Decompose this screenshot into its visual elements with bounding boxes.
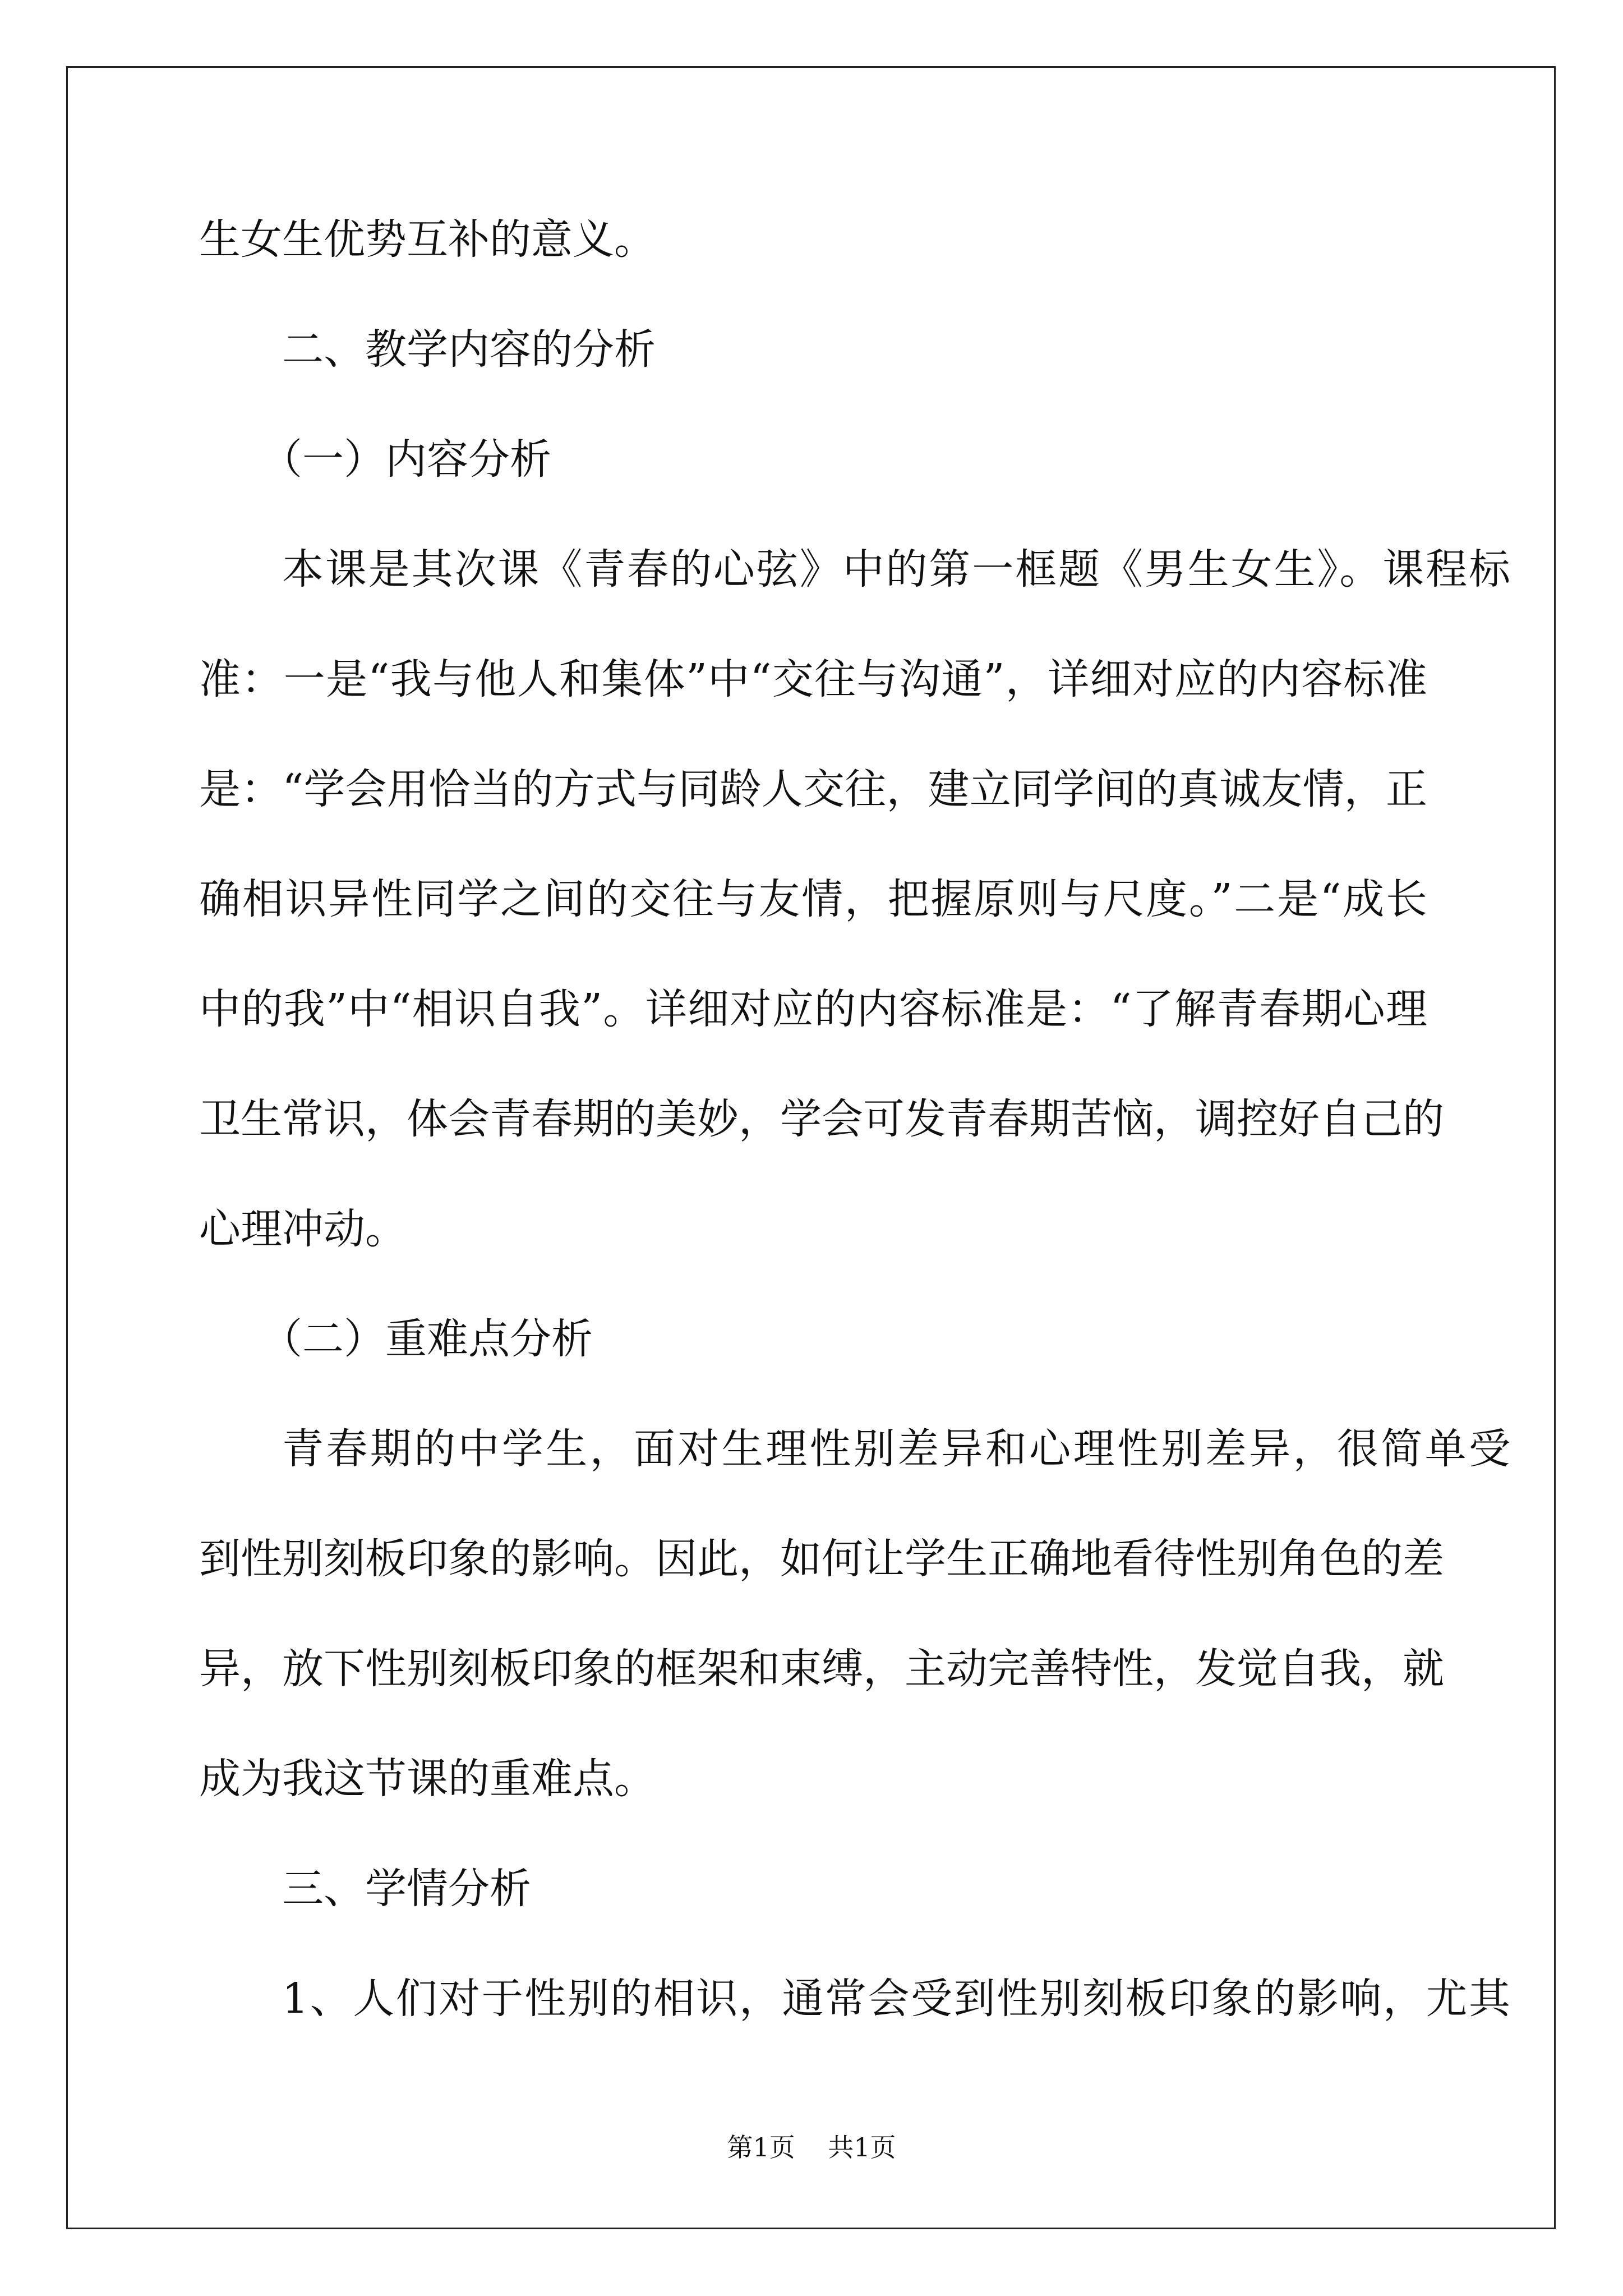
text-line-8: 中的我”中“相识自我”。详细对应的内容标准是：“了解青春期心理 (199, 985, 1427, 1033)
text-line-1: 生女生优势互补的意义。 (199, 215, 656, 264)
subsection-heading-content: （一）内容分析 (261, 435, 551, 484)
text-line-4: 本课是其次课《青春的心弦》中的第一框题《男生女生》。课程标 (282, 545, 1510, 593)
text-line-10: 心理冲动。 (199, 1205, 407, 1253)
section-heading-3: 三、学情分析 (282, 1865, 531, 1913)
text-line-15: 成为我这节课的重难点。 (199, 1755, 656, 1803)
text-line-7: 确相识异性同学之间的交往与友情，把握原则与尺度。”二是“成长 (199, 875, 1427, 923)
text-line-12: 青春期的中学生，面对生理性别差异和心理性别差异，很简单受 (282, 1425, 1510, 1473)
page-number-footer: 第1页 共1页 (727, 2132, 896, 2162)
text-line-13: 到性别刻板印象的影响。因此，如何让学生正确地看待性别角色的差 (199, 1535, 1444, 1583)
section-heading-2: 二、教学内容的分析 (282, 325, 656, 374)
subsection-heading-difficulty: （二）重难点分析 (261, 1315, 593, 1363)
text-line-5: 准：一是“我与他人和集体”中“交往与沟通”，详细对应的内容标准 (199, 655, 1427, 703)
text-line-17: 1、人们对于性别的相识，通常会受到性别刻板印象的影响，尤其 (282, 1975, 1510, 2023)
text-line-14: 异，放下性别刻板印象的框架和束缚，主动完善特性，发觉自我，就 (199, 1645, 1444, 1693)
text-line-6: 是：“学会用恰当的方式与同龄人交往，建立同学间的真诚友情，正 (199, 765, 1427, 813)
text-line-9: 卫生常识，体会青春期的美妙，学会可发青春期苦恼，调控好自己的 (199, 1095, 1444, 1143)
